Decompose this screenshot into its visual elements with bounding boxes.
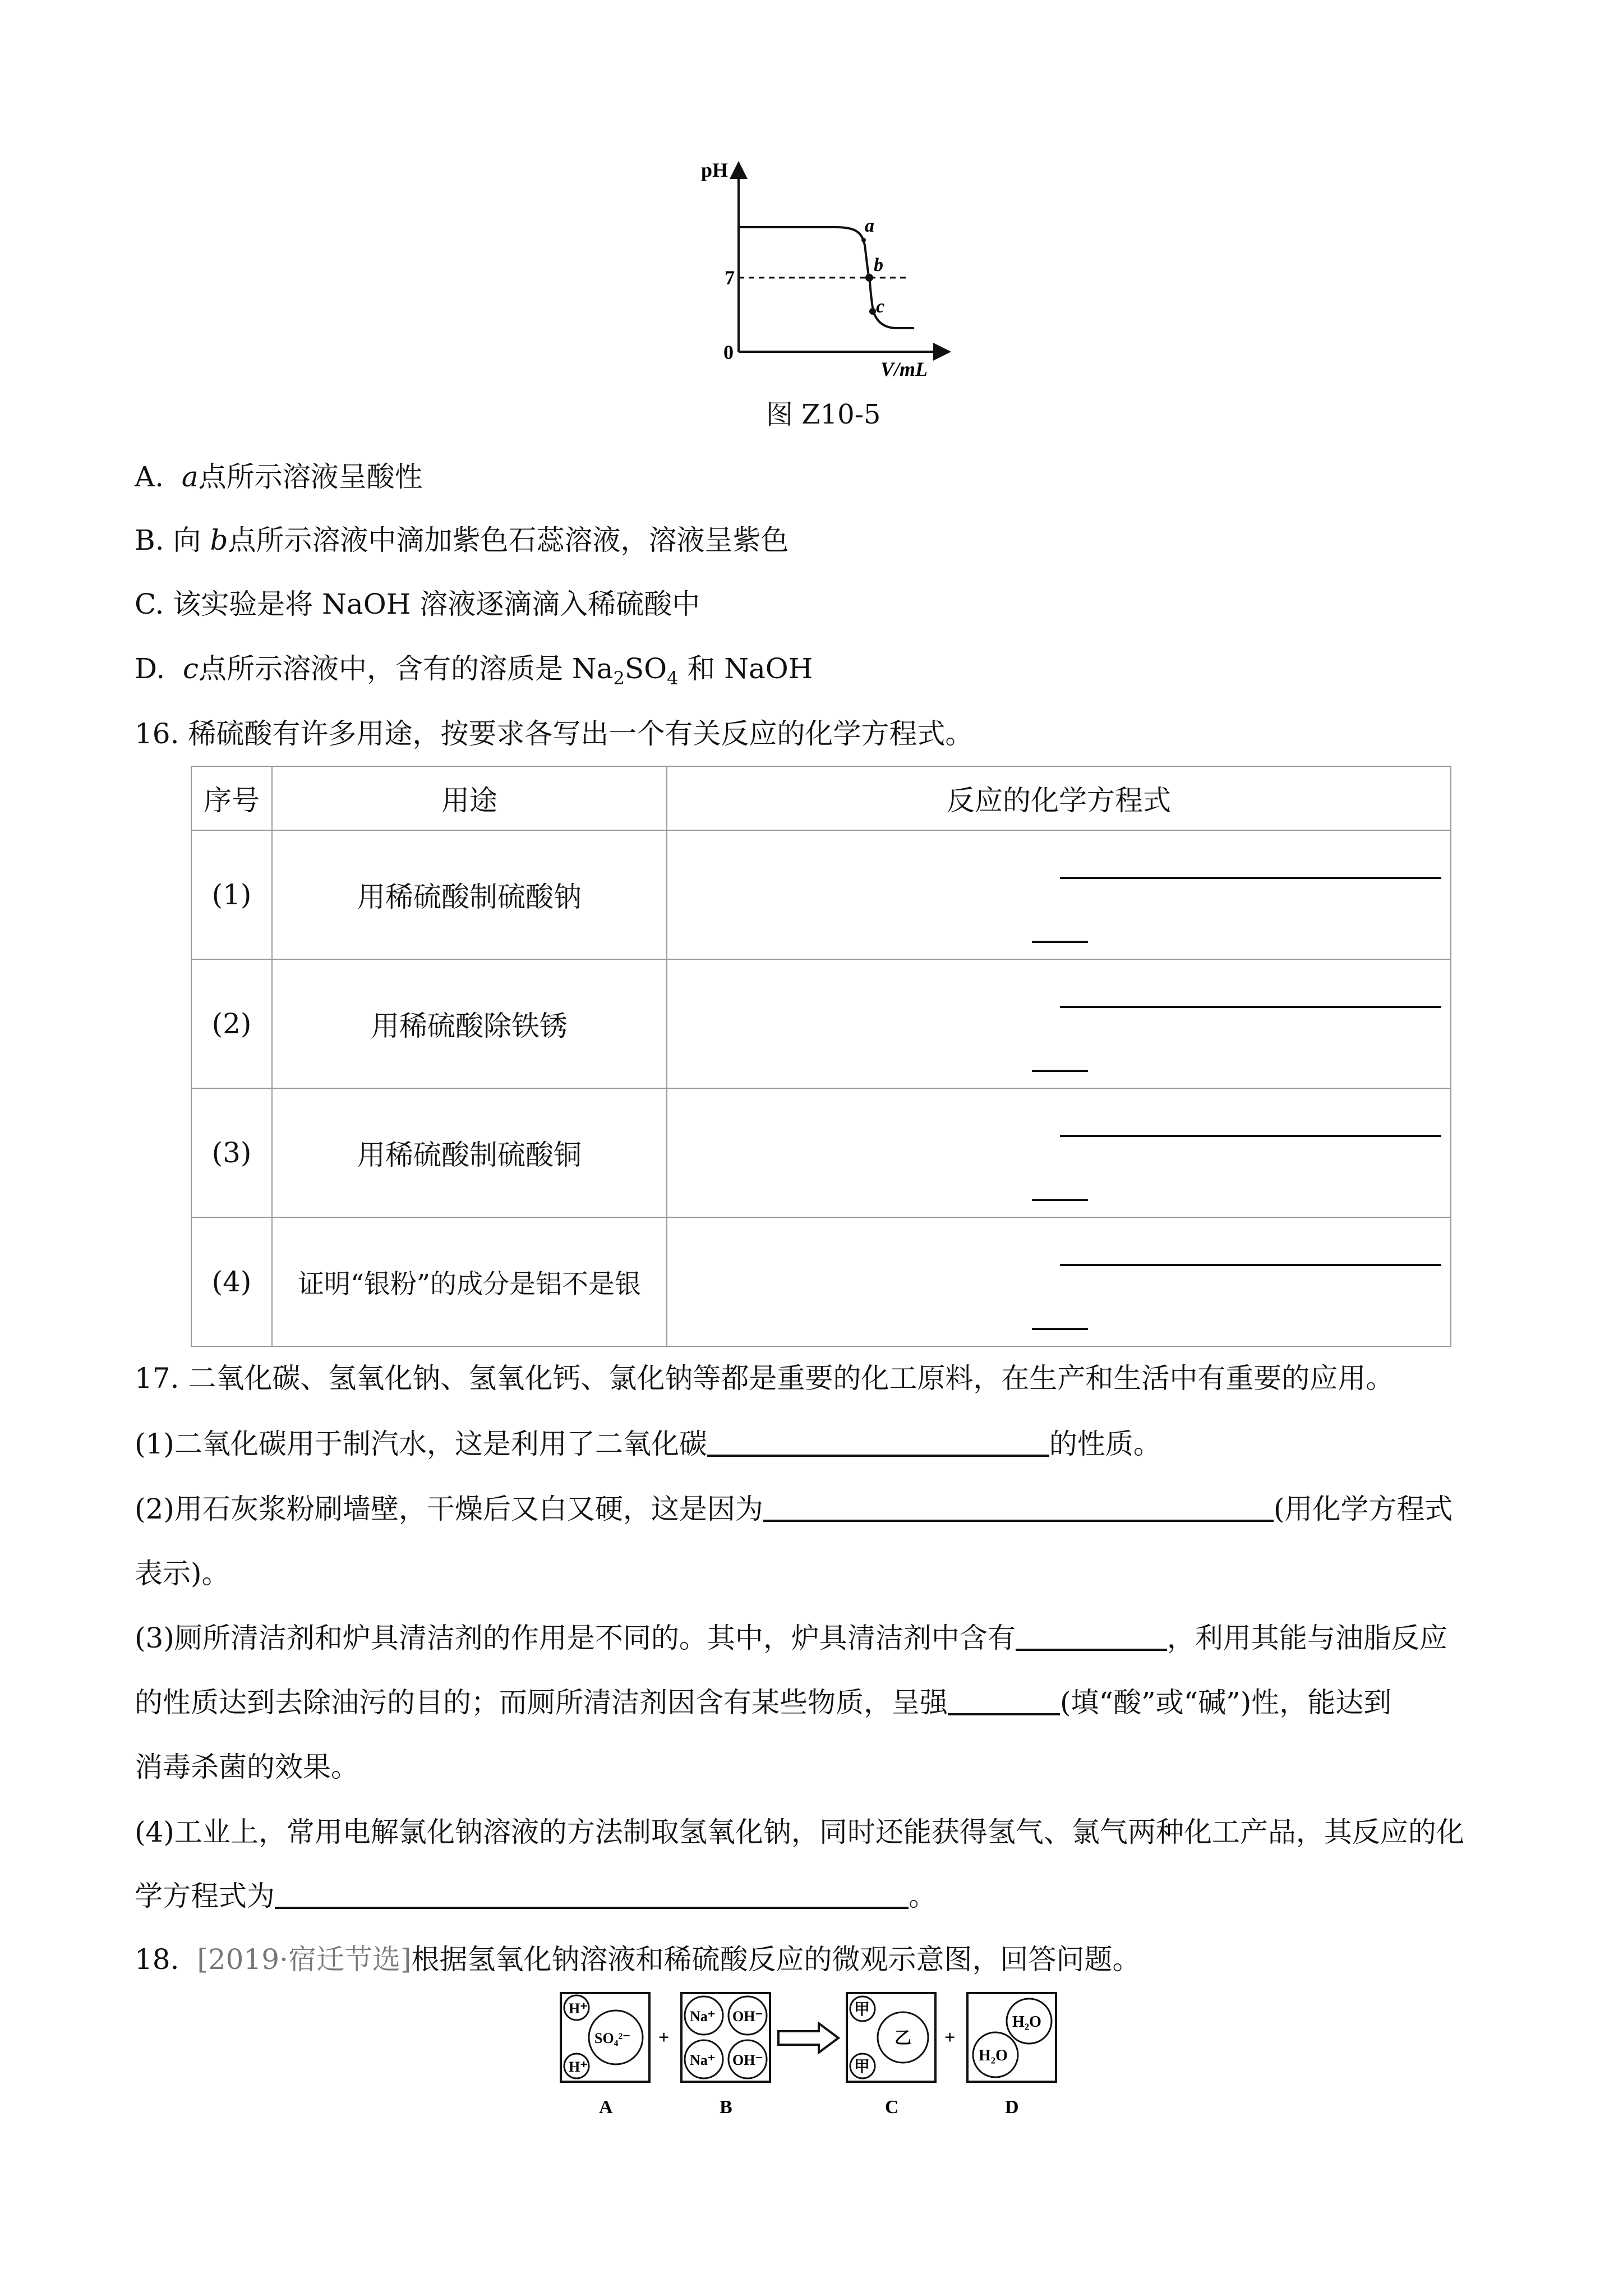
table-row: [191, 1088, 1451, 1217]
point-b-marker: [865, 274, 873, 282]
sulfate-ion-label: SO₄²⁻: [594, 2030, 630, 2046]
q17-p3-tail2: (填“酸”或“碱”)性，能达到: [1060, 1686, 1392, 1719]
option-d-var: c: [183, 652, 199, 685]
option-b: [135, 523, 789, 557]
box-label-c: C: [885, 2097, 899, 2118]
na-ion-label: Na⁺: [690, 2008, 716, 2024]
row-use: 用稀硫酸制硫酸铜: [272, 1088, 667, 1217]
answer-blank[interactable]: [1016, 1623, 1167, 1651]
answer-blank-line: [1060, 1264, 1441, 1266]
water-molecule-label: H₂O: [979, 2047, 1008, 2064]
box-label-b: B: [720, 2097, 732, 2118]
q17-p3-tail: ，利用其能与油脂反应: [1166, 1622, 1447, 1654]
answer-blank[interactable]: [948, 1687, 1060, 1715]
option-a: [135, 460, 423, 494]
ph-curve-figure: [695, 160, 953, 384]
x-axis-label: V/mL: [880, 358, 928, 380]
na-ion-label: Na⁺: [690, 2052, 716, 2068]
q18-stem: [135, 1943, 1140, 1976]
water-molecule-label: H₂O: [1012, 2013, 1041, 2031]
ph-curve: [739, 227, 914, 328]
answer-blank[interactable]: [707, 1429, 1049, 1457]
q17-p4-tail: 。: [909, 1880, 937, 1912]
point-c-marker: [869, 308, 876, 315]
answer-blank-line: [1060, 1006, 1441, 1008]
q17-p1-tail: 的性质。: [1049, 1428, 1161, 1460]
answer-blank-line: [1060, 1135, 1441, 1137]
point-c-label: c: [876, 296, 885, 317]
equation-answer-cell[interactable]: [667, 959, 1451, 1088]
q17-part4: (4)工业上，常用电解氯化钠溶液的方法制取氢氧化钠，同时还能获得氢气、氯气两种化工产品，其反应的化: [135, 1816, 1464, 1848]
row-number: (1): [191, 830, 272, 959]
q17-stem: 17. 二氧化碳、氢氧化钠、氢氧化钙、氯化钠等都是重要的化工原料，在生产和生活中有重要的应用。: [135, 1362, 1394, 1395]
option-d-text1: 点所示溶液中，含有的溶质是 Na: [199, 652, 614, 685]
header-number: 序号: [191, 766, 272, 830]
option-d-text2: SO: [624, 652, 667, 685]
tick-7-label: 7: [725, 266, 735, 289]
box-label-a: A: [599, 2097, 613, 2118]
q16-table: [191, 766, 1451, 1347]
q17-p1-text: (1)二氧化碳用于制汽水，这是利用了二氧化碳: [135, 1428, 707, 1460]
box-label-d: D: [1005, 2097, 1019, 2118]
row-use: 用稀硫酸除铁锈: [272, 959, 667, 1088]
q16-stem: 16. 稀硫酸有许多用途，按要求各写出一个有关反应的化学方程式。: [135, 717, 974, 750]
q17-part3: [135, 1621, 1447, 1655]
particle-yi-label: 乙: [895, 2029, 911, 2047]
option-d: [135, 652, 813, 695]
equation-answer-cell[interactable]: [667, 830, 1451, 959]
option-d-text3: 和 NaOH: [678, 652, 813, 685]
table-row: [191, 830, 1451, 959]
row-number: (4): [191, 1217, 272, 1346]
q17-p3-text2: 的性质达到去除油污的目的；而厕所清洁剂因含有某些物质，呈强: [135, 1686, 948, 1719]
answer-blank[interactable]: [275, 1881, 909, 1909]
option-b-var: b: [210, 524, 228, 556]
q17-part4-line2: [135, 1879, 937, 1913]
option-a-prefix: A.: [135, 461, 164, 493]
row-use: 证明“银粉”的成分是铝不是银: [272, 1217, 667, 1346]
q17-p3-text: (3)厕所清洁剂和炉具清洁剂的作用是不同的。其中，炉具清洁剂中含有: [135, 1622, 1016, 1654]
oh-ion-label: OH⁻: [732, 2052, 763, 2068]
row-use: 用稀硫酸制硫酸钠: [272, 830, 667, 959]
answer-blank-line-short: [1032, 1199, 1088, 1201]
plus-sign: +: [658, 2027, 670, 2048]
equation-answer-cell[interactable]: [667, 1217, 1451, 1346]
answer-blank-line: [1060, 877, 1441, 879]
point-b-label: b: [874, 255, 883, 275]
plus-sign: +: [944, 2027, 956, 2048]
option-d-prefix: D.: [135, 652, 165, 685]
option-b-prefix: B. 向: [135, 524, 201, 556]
answer-blank[interactable]: [763, 1494, 1274, 1522]
q17-p2-tail: (用化学方程式: [1273, 1493, 1453, 1525]
oh-ion-label: OH⁻: [732, 2008, 763, 2024]
table-row: [191, 1217, 1451, 1346]
point-a-label: a: [865, 215, 874, 236]
point-a-marker: [861, 238, 866, 242]
origin-label: 0: [723, 341, 734, 364]
y-axis-label: pH: [701, 160, 728, 181]
row-number: (3): [191, 1088, 272, 1217]
equation-answer-cell[interactable]: [667, 1088, 1451, 1217]
option-a-var: a: [181, 461, 199, 493]
q17-part2: [135, 1492, 1453, 1526]
option-d-sub2: 4: [667, 668, 679, 689]
option-c: C. 该实验是将 NaOH 溶液逐滴滴入稀硫酸中: [135, 588, 700, 620]
h-ion-label: H⁺: [569, 2000, 588, 2017]
figure-caption: 图 Z10-5: [766, 399, 881, 430]
micro-reaction-diagram: [555, 1989, 1094, 2123]
q17-p4-text: 学方程式为: [135, 1880, 275, 1912]
q18-number: 18.: [135, 1943, 179, 1976]
particle-jia-label: 甲: [854, 2058, 870, 2076]
header-equation: 反应的化学方程式: [667, 766, 1451, 830]
option-d-sub1: 2: [613, 668, 625, 689]
answer-blank-line-short: [1032, 1070, 1088, 1072]
option-b-text: 点所示溶液中滴加紫色石蕊溶液，溶液呈紫色: [228, 524, 789, 556]
q16-table-header: [191, 766, 1451, 830]
q18-source-tag: [2019·宿迁节选]: [197, 1943, 412, 1976]
q17-part3-line3: 消毒杀菌的效果。: [135, 1751, 359, 1783]
reaction-arrow-icon: [778, 2023, 838, 2053]
q17-p2-text: (2)用石灰浆粉刷墙壁，干燥后又白又硬，这是因为: [135, 1493, 763, 1525]
q18-text: 根据氢氧化钠溶液和稀硫酸反应的微观示意图，回答问题。: [411, 1943, 1141, 1976]
q17-part1: [135, 1427, 1161, 1461]
table-row: [191, 959, 1451, 1088]
particle-jia-label: 甲: [854, 2001, 870, 2018]
q17-part3-line2: [135, 1686, 1391, 1719]
answer-blank-line-short: [1032, 941, 1088, 943]
h-ion-label: H⁺: [569, 2059, 588, 2075]
q17-part2-cont: 表示)。: [135, 1557, 230, 1590]
option-a-text: 点所示溶液呈酸性: [198, 461, 423, 493]
box-b: [681, 1993, 770, 2082]
answer-blank-line-short: [1032, 1328, 1088, 1330]
row-number: (2): [191, 959, 272, 1088]
header-use: 用途: [272, 766, 667, 830]
